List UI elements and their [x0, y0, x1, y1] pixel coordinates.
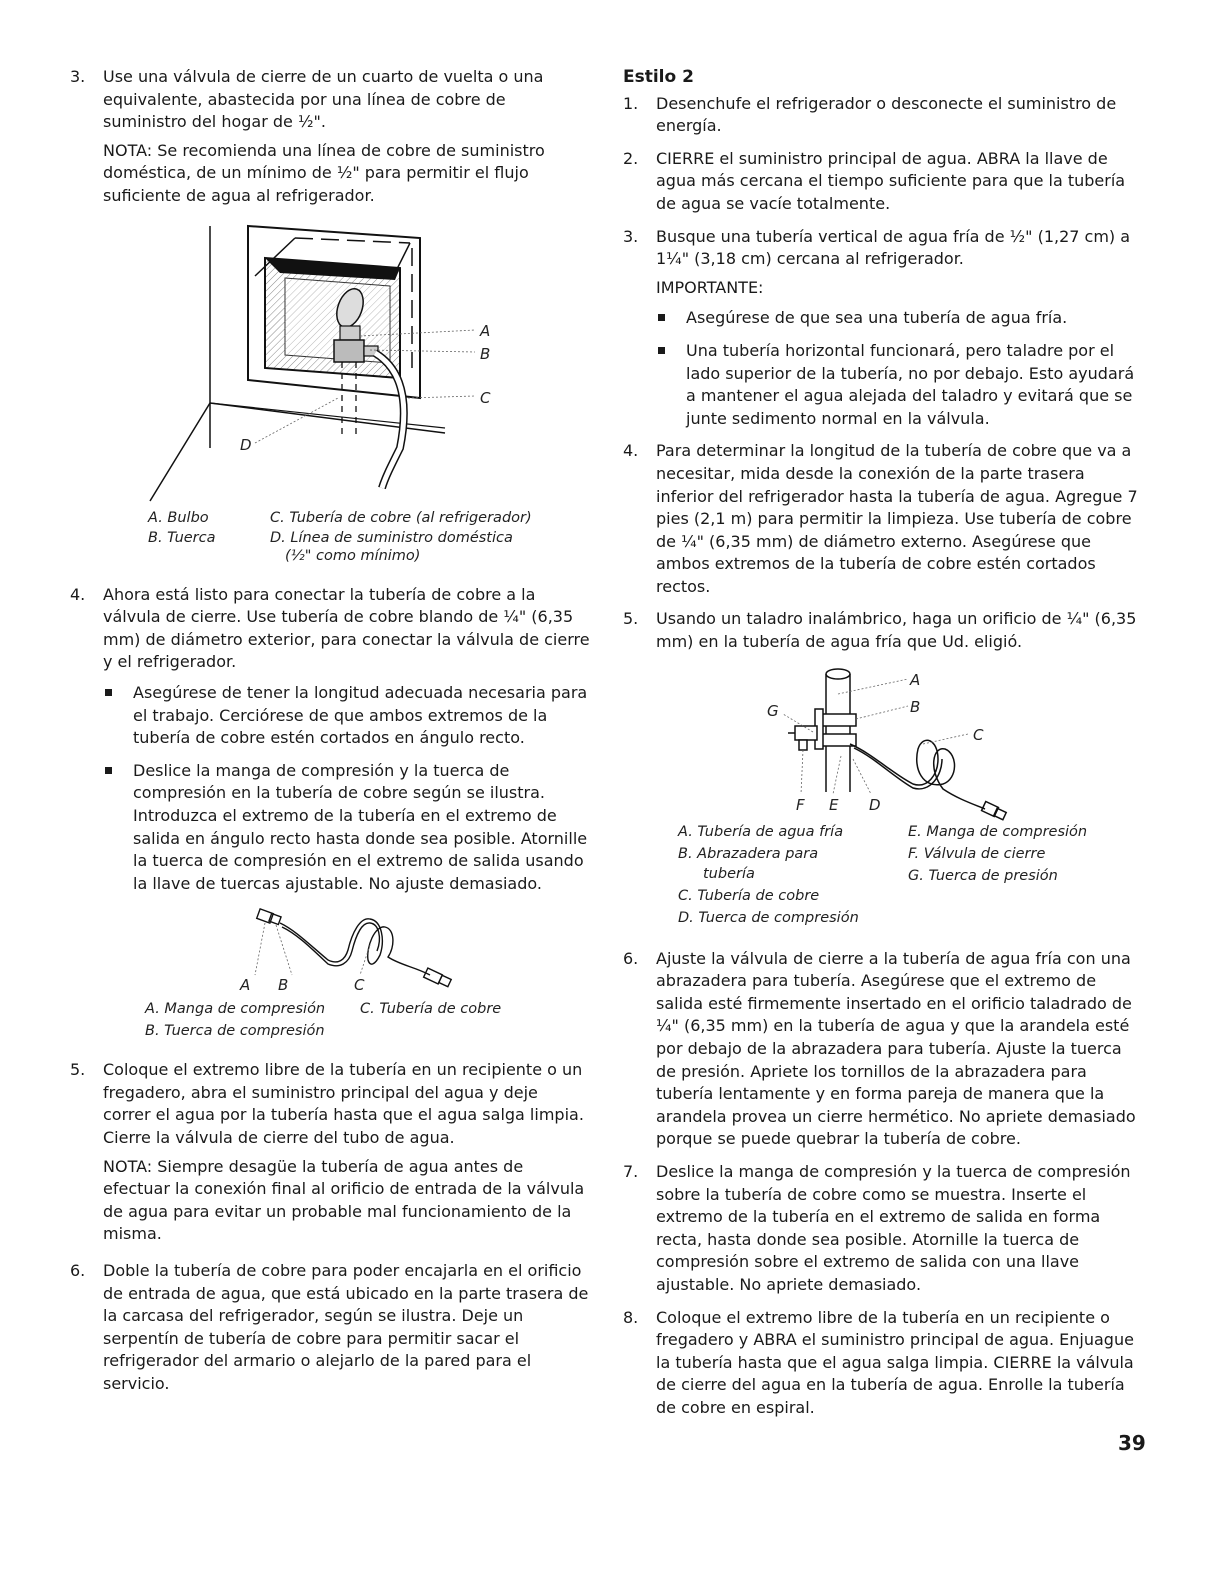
- callout-c: C: [354, 976, 365, 994]
- legend-c: C. Tubería de cobre (al refrigerador): [270, 509, 532, 526]
- step-number: 8.: [623, 1307, 639, 1327]
- callout-b: B: [480, 344, 491, 363]
- figure-pipe-clamp: [623, 664, 1143, 822]
- legend-a: A. Bulbo: [148, 509, 209, 526]
- legend-a: A. Tubería de agua fría: [678, 823, 844, 840]
- step-text: Coloque el extremo libre de la tubería en un recipiente o un fregadero, abra el suministro principal del agua y deje correr el agua por la tubería hasta que el agua salga limpia. Cierre la válvula de cierre del tubo de agua.: [103, 1060, 584, 1148]
- step-4: [70, 584, 590, 896]
- figure-legend-shutoff-valve: [70, 508, 590, 570]
- step-6: [623, 948, 1143, 1151]
- figure-legend-pipe-clamp: [623, 822, 1143, 932]
- step-5: [623, 608, 1143, 653]
- step-3: [70, 66, 590, 208]
- section-heading: Estilo 2: [623, 67, 694, 87]
- legend-e: E. Manga de compresión: [908, 823, 1088, 840]
- bullet-text: Una tubería horizontal funcionará, pero taladre por el lado superior de la tubería, no por debajo. Esto ayudará a mantener el agua alejada del taladro y evitará que se junte sedimento normal en la válvula.: [686, 340, 1135, 428]
- page-number: 39: [1118, 1431, 1146, 1455]
- step-number: 3.: [623, 226, 639, 246]
- step-2: [623, 148, 1143, 216]
- step-5: [70, 1059, 590, 1246]
- step-number: 5.: [70, 1060, 86, 1080]
- bullet-text: Asegúrese de que sea una tubería de agua fría.: [686, 308, 1068, 328]
- callout-c: C: [973, 725, 984, 744]
- step-text: Desenchufe el refrigerador o desconecte el suministro de energía.: [656, 93, 1117, 136]
- callout-a: A: [910, 670, 921, 689]
- bullet-item: [103, 682, 590, 750]
- bullet-item: [656, 307, 1143, 330]
- step-text: Usando un taladro inalámbrico, haga un orificio de ¼" (6,35 mm) en la tubería de agua fría que Ud. eligió.: [656, 609, 1137, 652]
- shutoff-valve-illustration: [70, 218, 590, 508]
- right-column: [623, 66, 1143, 1430]
- step-number: 2.: [623, 148, 639, 168]
- legend-d1: D. Línea de suministro doméstica: [270, 529, 513, 546]
- legend-d: D. Tuerca de compresión: [678, 909, 859, 926]
- step-text: Busque una tubería vertical de agua fría de ½" (1,27 cm) a 1¼" (3,18 cm) cercana al refrigerador.: [656, 226, 1131, 269]
- legend-f: F. Válvula de cierre: [908, 845, 1046, 862]
- step-6: [70, 1260, 590, 1396]
- step-1: [623, 93, 1143, 138]
- step-number: 4.: [70, 584, 86, 604]
- legend-b1: B. Abrazadera para: [678, 845, 819, 862]
- bullet-icon: [658, 314, 665, 321]
- step-text: Ahora está listo para conectar la tubería de cobre a la válvula de cierre. Use tubería de cobre blando de ¼" (6,35 mm) de diámetro exterior, para conectar la válvula de cierre y el refrigerador.: [103, 584, 590, 672]
- note: [103, 1156, 590, 1246]
- step-3: [623, 226, 1143, 431]
- callout-e: E: [829, 795, 839, 814]
- note-text: Se recomienda una línea de cobre de suministro doméstica, de un mínimo de ½" para permitir el flujo suficiente de agua al refrigerador.: [103, 140, 545, 205]
- step-number: 4.: [623, 441, 639, 461]
- note: [103, 140, 590, 208]
- legend-a: A. Manga de compresión: [145, 1001, 326, 1018]
- step-text: Coloque el extremo libre de la tubería en un recipiente o fregadero y ABRA el suministro principal de agua. Enjuague la tubería hasta que el agua salga limpia. CIERRE la válvula de cierre del agua en la tubería de agua. Enrolle la tubería de cobre en espiral.: [656, 1307, 1134, 1417]
- legend-c: C. Tubería de cobre: [360, 1001, 502, 1018]
- bullet-text: Deslice la manga de compresión y la tuerca de compresión en la tubería de cobre según se ilustra. Introduzca el extremo de la tubería en el extremo de salida en ángulo recto hasta donde sea posible. Atornille la tuerca de compresión en el extremo de salida usando la llave de tuercas ajustable. No ajuste demasiado.: [133, 760, 588, 893]
- note-text: Siempre desagüe la tubería de agua antes de efectuar la conexión final al orificio de entrada de la válvula de agua para evitar un probable mal funcionamiento de la misma.: [103, 1156, 585, 1244]
- callout-b: B: [278, 976, 289, 994]
- step-4: [623, 440, 1143, 598]
- callout-d: D: [240, 435, 252, 454]
- step-number: 3.: [70, 67, 86, 86]
- bullet-icon: [105, 689, 112, 696]
- step-text: Deslice la manga de compresión y la tuerca de compresión sobre la tubería de cobre como se muestra. Inserte el extremo de la tubería en el extremo de salida en forma recta, hasta donde sea posible. Atornille la tuerca de compresión sobre el extremo de salida con una llave ajustable. No apriete demasiado.: [656, 1162, 1131, 1294]
- step-7: [623, 1161, 1143, 1297]
- step-text: Use una válvula de cierre de un cuarto de vuelta o una equivalente, abastecida por una línea de cobre de suministro del hogar de ½".: [103, 67, 544, 132]
- callout-c: C: [480, 388, 491, 407]
- callout-g: G: [767, 701, 779, 720]
- bullet-icon: [658, 347, 665, 354]
- legend-b: B. Tuerca: [148, 529, 216, 546]
- callout-a: A: [240, 976, 251, 994]
- legend-b: B. Tuerca de compresión: [145, 1023, 325, 1040]
- legend-g: G. Tuerca de presión: [908, 867, 1058, 884]
- figure-shutoff-valve: [70, 218, 590, 508]
- compression-tube-illustration: [70, 905, 590, 993]
- step-text: CIERRE el suministro principal de agua. ABRA la llave de agua más cercana el tiempo suficiente para que la tubería de agua se vacíe totalmente.: [656, 148, 1126, 213]
- step-number: 6.: [70, 1261, 86, 1281]
- step-text: Ajuste la válvula de cierre a la tubería de agua fría con una abrazadera para tubería. Asegúrese que el extremo de salida esté firmemente insertado en el orificio taladrado de ¼" (6,35 mm) en la tubería de agua y que la arandela esté por debajo de la abrazadera para tubería. Ajuste la tuerca de presión. Apriete los tornillos de la abrazadera para tubería lentamente y en forma pareja de manera que la arandela provea un cierre hermético. No apriete demasiado porque se puede quebrar la tubería de cobre.: [656, 948, 1136, 1149]
- pipe-clamp-illustration: [623, 664, 1143, 822]
- step-number: 6.: [623, 948, 639, 968]
- callout-d: D: [869, 795, 881, 814]
- legend-d2: (½" como mínimo): [285, 547, 421, 564]
- legend-c: C. Tubería de cobre: [678, 887, 820, 904]
- figure-legend-compression-tube: [70, 999, 590, 1043]
- left-column: [70, 66, 590, 1406]
- callout-a: A: [480, 321, 491, 340]
- legend-b2: tubería: [703, 865, 755, 882]
- note-label: NOTA:: [103, 1156, 153, 1176]
- bullet-icon: [105, 767, 112, 774]
- bullet-text: Asegúrese de tener la longitud adecuada necesaria para el trabajo. Cerciórese de que ambos extremos de la tubería de cobre estén cortados en ángulo recto.: [133, 682, 588, 748]
- step-number: 1.: [623, 93, 639, 113]
- note-label: NOTA:: [103, 140, 153, 160]
- callout-f: F: [796, 795, 805, 814]
- figure-compression-tube: [70, 905, 590, 993]
- step-text: Para determinar la longitud de la tubería de cobre que va a necesitar, mida desde la conexión de la parte trasera inferior del refrigerador hasta la tubería de agua. Agregue 7 pies (2,1 m) para permitir la limpieza. Use tubería de cobre de ¼" (6,35 mm) de diámetro externo. Asegúrese que ambos extremos de la tubería de cobre estén cortados rectos.: [656, 441, 1138, 596]
- callout-b: B: [910, 697, 921, 716]
- step-number: 5.: [623, 609, 639, 629]
- bullet-item: [103, 760, 590, 896]
- step-8: [623, 1307, 1143, 1420]
- step-text: Doble la tubería de cobre para poder encajarla en el orificio de entrada de agua, que está ubicado en la parte trasera de la carcasa del refrigerador, según se ilustra. Deje un serpentín de tubería de cobre para permitir sacar el refrigerador del armario o alejarlo de la pared para el servicio.: [103, 1261, 589, 1393]
- important-label: IMPORTANTE:: [656, 277, 764, 297]
- bullet-item: [656, 340, 1143, 430]
- step-number: 7.: [623, 1162, 639, 1181]
